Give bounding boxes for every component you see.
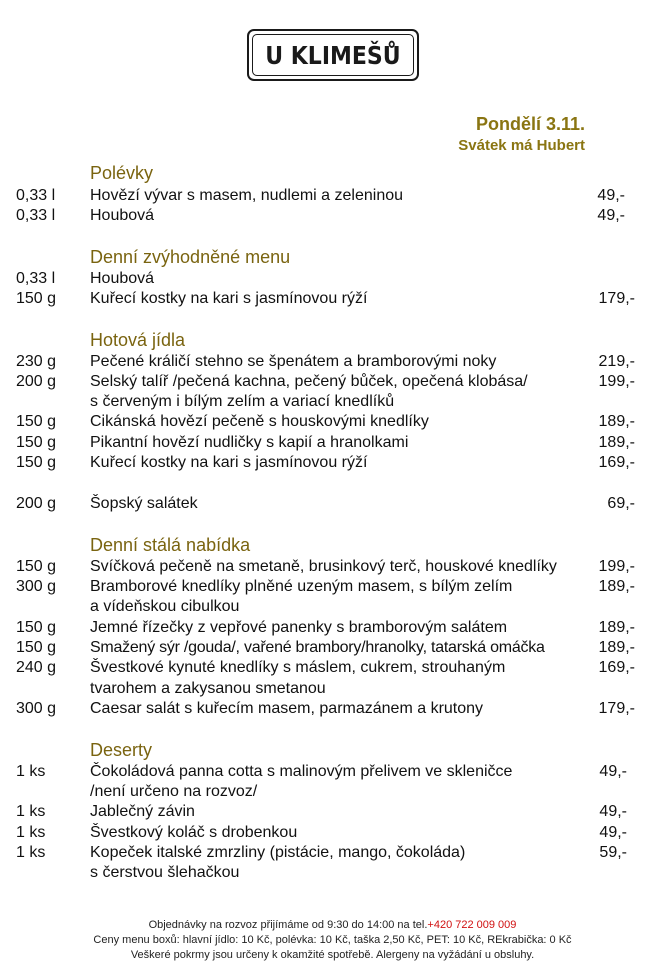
item-price: 69,- (607, 495, 635, 512)
item-name: Bramborové knedlíky plněné uzeným masem, s bílým zelím (90, 578, 513, 595)
footer-box-prices: Ceny menu boxů: hlavní jídlo: 10 Kč, polévka: 10 Kč, taška 2,50 Kč, PET: 10 Kč, REkrabička: 0 Kč (93, 934, 572, 946)
item-name: Švestkové kynuté knedlíky s máslem, cukrem, strouhaným (90, 659, 506, 676)
item-price: 169,- (598, 454, 635, 471)
nameday: Svátek má Hubert (458, 137, 585, 154)
item-name: Pikantní hovězí nudličky s kapií a hranolkami (90, 434, 409, 451)
item-price: 179,- (598, 290, 635, 307)
item-price: 219,- (598, 353, 635, 370)
item-name: Šopský salátek (90, 495, 198, 512)
section-title-daily-menu: Denní zvýhodněné menu (90, 247, 291, 267)
item-price: 49,- (599, 763, 627, 780)
item-name-line2: s čerstvou šlehačkou (90, 864, 240, 881)
item-qty: 0,33 l (16, 270, 56, 287)
item-name: Caesar salát s kuřecím masem, parmazánem a krutony (90, 700, 484, 717)
item-price: 199,- (598, 558, 635, 575)
item-name: Kuřecí kostky na kari s jasmínovou rýží (90, 454, 368, 471)
item-price: 49,- (599, 803, 627, 820)
item-name: Kopeček italské zmrzliny (pistácie, mango, čokoláda) (90, 844, 466, 861)
item-qty: 150 g (16, 290, 57, 307)
footer-phone[interactable]: +420 722 009 009 (427, 919, 517, 931)
item-qty: 240 g (16, 659, 57, 676)
item-qty: 230 g (16, 353, 57, 370)
footer-notes (0, 918, 665, 963)
footer-order-line (0, 918, 665, 933)
section-title-standing-offer: Denní stálá nabídka (90, 535, 251, 555)
item-qty: 150 g (16, 413, 57, 430)
item-name: Houbová (90, 207, 155, 224)
item-price: 199,- (598, 373, 635, 390)
item-name-line2: /není určeno na rozvoz/ (90, 783, 258, 800)
date-block (458, 113, 585, 157)
item-price: 59,- (599, 844, 627, 861)
item-qty: 0,33 l (16, 187, 56, 204)
section-title-main-dishes: Hotová jídla (90, 330, 186, 350)
item-price: 169,- (598, 659, 635, 676)
item-qty: 1 ks (16, 763, 46, 780)
item-qty: 200 g (16, 373, 57, 390)
menu-date: Pondělí 3.11. (475, 114, 585, 134)
item-qty: 150 g (16, 434, 57, 451)
item-name: Svíčková pečeně na smetaně, brusinkový terč, houskové knedlíky (90, 558, 557, 575)
item-price: 189,- (598, 413, 635, 430)
item-price: 49,- (597, 187, 625, 204)
item-qty: 300 g (16, 700, 57, 717)
item-price: 189,- (598, 619, 635, 636)
footer-order-text: Objednávky na rozvoz přijímáme od 9:30 do 14:00 na tel. (148, 919, 428, 931)
item-qty: 150 g (16, 639, 57, 656)
section-title-soups: Polévky (90, 163, 154, 183)
item-name-line2: tvarohem a zakysanou smetanou (90, 680, 326, 697)
item-name: Cikánská hovězí pečeně s houskovými knedlíky (90, 413, 429, 430)
item-qty: 300 g (16, 578, 57, 595)
item-name: Pečené králičí stehno se špenátem a bramborovými noky (90, 353, 497, 370)
item-name: Smažený sýr /gouda/, vařené brambory/hranolky, tatarská omáčka (90, 639, 545, 656)
item-qty: 150 g (16, 619, 57, 636)
item-name: Jablečný závin (90, 803, 195, 820)
item-qty: 1 ks (16, 803, 46, 820)
item-price: 49,- (599, 824, 627, 841)
section-title-desserts: Deserty (90, 740, 153, 760)
item-name: Švestkový koláč s drobenkou (90, 824, 298, 841)
item-name: Hovězí vývar s masem, nudlemi a zeleninou (90, 187, 404, 204)
item-name: Kuřecí kostky na kari s jasmínovou rýží (90, 290, 368, 307)
item-name-line2: a vídeňskou cibulkou (90, 598, 240, 615)
item-qty: 200 g (16, 495, 57, 512)
restaurant-logo (247, 29, 419, 81)
item-qty: 0,33 l (16, 207, 56, 224)
item-price: 189,- (598, 578, 635, 595)
item-price: 49,- (597, 207, 625, 224)
item-qty: 150 g (16, 558, 57, 575)
item-name: Jemné řízečky z vepřové panenky s bramborovým salátem (90, 619, 508, 636)
logo-text: U KLIMEŠŮ (265, 40, 401, 70)
item-price: 189,- (598, 639, 635, 656)
item-qty: 150 g (16, 454, 57, 471)
item-qty: 1 ks (16, 844, 46, 861)
item-name-line2: s červeným i bílým zelím a variací knedlíků (90, 393, 395, 410)
item-qty: 1 ks (16, 824, 46, 841)
item-name: Selský talíř /pečená kachna, pečený bůček, opečená klobása/ (90, 373, 528, 390)
item-price: 189,- (598, 434, 635, 451)
item-price: 179,- (598, 700, 635, 717)
item-name: Houbová (90, 270, 155, 287)
footer-allergen-note: Veškeré pokrmy jsou určeny k okamžité spotřebě. Alergeny na vyžádání u obsluhy. (130, 949, 535, 961)
item-name: Čokoládová panna cotta s malinovým přelivem ve skleničce (90, 763, 513, 780)
